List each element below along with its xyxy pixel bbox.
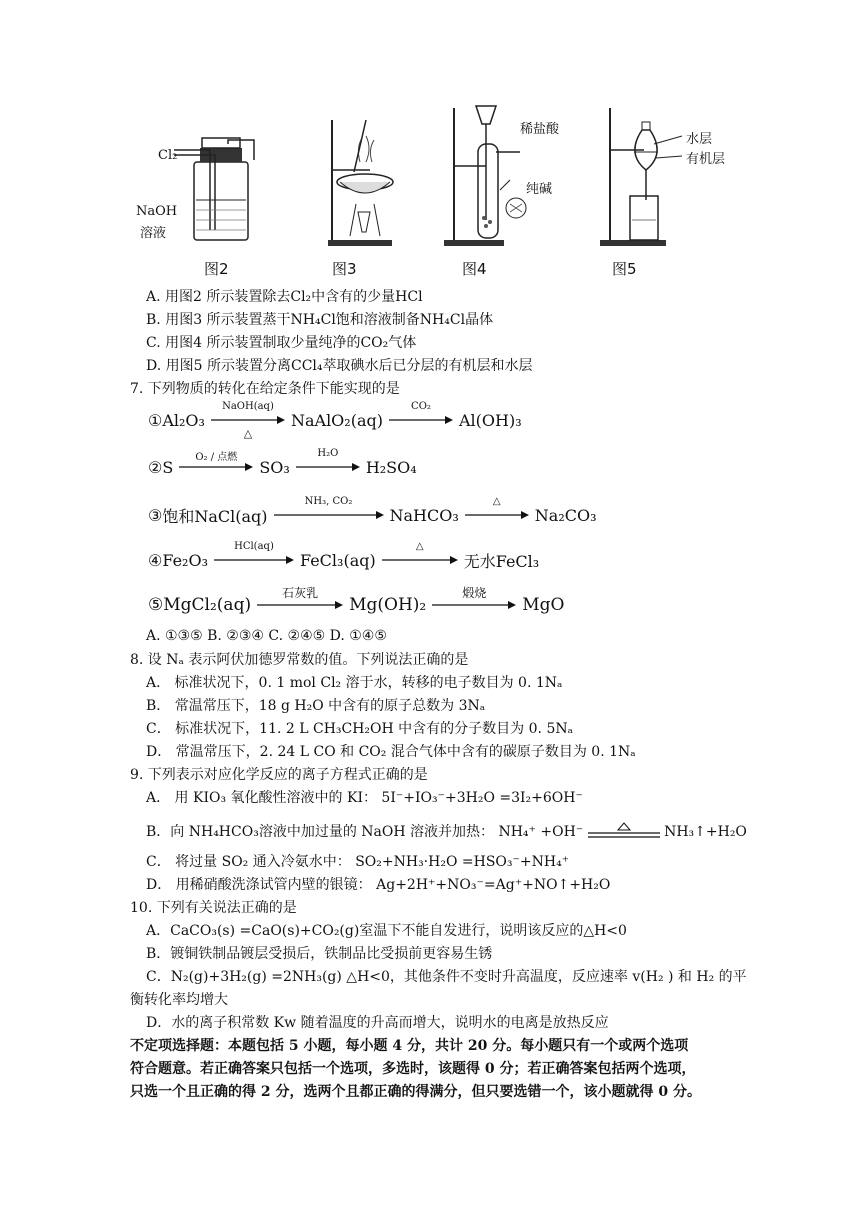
fig2-liquid-label-1: NaOH xyxy=(136,204,178,219)
q7-reaction-5 xyxy=(148,586,565,620)
fig5-caption: 图5 xyxy=(612,260,637,278)
fig2-gas-label: Cl₂ xyxy=(158,148,178,163)
reaction-arrow-2 xyxy=(432,586,516,610)
q7-reaction-3 xyxy=(148,496,597,530)
figure-3 xyxy=(310,100,410,278)
reaction-arrow-2 xyxy=(296,448,360,472)
reaction-label: ① xyxy=(148,410,163,430)
q6-option-d: D. 用图5 所示装置分离CCl₄萃取碘水后已分层的有机层和水层 xyxy=(146,358,533,374)
product: H₂SO₄ xyxy=(365,457,417,477)
reactant: MgCl₂(aq) xyxy=(163,595,252,615)
q8-option-a: A． 标准状况下，0. 1 mol Cl₂ 溶于水，转移的电子数目为 0. 1Nₐ xyxy=(146,675,563,691)
figure-2 xyxy=(130,100,260,278)
figure-5 xyxy=(590,100,760,278)
reaction-arrow-2 xyxy=(382,541,458,565)
q10-option-a: A．CaCO₃(s) =CaO(s)+CO₂(g)室温下不能自发进行，说明该反应的△H<0 xyxy=(146,923,627,939)
intermediate: NaAlO₂(aq) xyxy=(290,410,383,430)
q9-option-b-right: NH₃↑+H₂O xyxy=(664,824,747,840)
product: 无水FeCl₃ xyxy=(463,551,540,571)
figure-4 xyxy=(440,100,610,278)
arrow-condition: HCl(aq) xyxy=(234,541,274,552)
evaporating-dish-icon xyxy=(310,100,410,250)
reaction-arrow-1 xyxy=(179,452,253,472)
arrow-condition: NH₃, CO₂ xyxy=(304,496,353,507)
reaction-label: ⑤ xyxy=(148,595,164,615)
intermediate: Mg(OH)₂ xyxy=(349,595,427,615)
reaction-label: ③ xyxy=(148,505,163,525)
fig5-water-layer-label: 水层 xyxy=(686,132,713,147)
q9-option-b-left: B．向 NH₄HCO₃溶液中加过量的 NaOH 溶液并加热： NH₄⁺ +OH⁻ xyxy=(146,824,584,840)
q7-stem: 7. 下列物质的转化在给定条件下能实现的是 xyxy=(130,381,400,397)
q6-option-c: C. 用图4 所示装置制取少量纯净的CO₂气体 xyxy=(146,335,417,351)
reaction-arrow-1 xyxy=(257,586,343,610)
fig2-liquid-label-2: 溶液 xyxy=(140,226,167,241)
heat-equals-sign-icon xyxy=(588,822,660,842)
reaction-arrow-2 xyxy=(465,496,529,520)
arrow-condition: CO₂ xyxy=(411,401,431,412)
apparatus-figures xyxy=(120,100,760,290)
section-instructions-line3: 只选一个且正确的得 2 分，选两个且都正确的得满分，但只要选错一个，该小题就得 0 分。 xyxy=(130,1084,701,1100)
arrow-condition-below: △ xyxy=(243,427,253,440)
q10-option-d: D．水的离子积常数 Kw 随着温度的升高而增大，说明水的电离是放热反应 xyxy=(146,1015,609,1031)
intermediate: SO₃ xyxy=(259,457,290,477)
reaction-arrow-1 xyxy=(211,401,285,440)
product: MgO xyxy=(522,595,565,615)
q8-option-b: B． 常温常压下，18 g H₂O 中含有的原子总数为 3Nₐ xyxy=(146,698,486,714)
section-instructions-line1: 不定项选择题：本题包括 5 小题，每小题 4 分，共计 20 分。每小题只有一个或两个选项 xyxy=(130,1038,689,1054)
reactant: Al₂O₃ xyxy=(162,410,205,430)
q7-reaction-4 xyxy=(148,541,540,575)
arrow-condition: △ xyxy=(492,496,501,507)
arrow-condition: O₂ / 点燃 xyxy=(195,452,238,463)
reactant: Fe₂O₃ xyxy=(162,550,208,570)
q10-option-b: B．镀铜铁制品镀层受损后，铁制品比受损前更容易生锈 xyxy=(146,946,493,962)
reaction-label: ② xyxy=(148,457,163,477)
q8-option-c: C． 标准状况下，11. 2 L CH₃CH₂OH 中含有的分子数目为 0. 5Nₐ xyxy=(146,721,573,737)
q6-option-a: A. 用图2 所示装置除去Cl₂中含有的少量HCl xyxy=(146,289,423,305)
q7-options: A. ①③⑤ B. ②③④ C. ②④⑤ D. ①④⑤ xyxy=(146,628,387,644)
arrow-condition: 石灰乳 xyxy=(282,586,319,600)
arrow-condition: △ xyxy=(415,541,424,552)
intermediate: NaHCO₃ xyxy=(389,505,459,525)
q9-option-d: D． 用稀硝酸洗涤试管内壁的银镜： Ag+2H⁺+NO₃⁻=Ag⁺+NO↑+H₂O xyxy=(146,877,611,893)
reactant: 饱和NaCl(aq) xyxy=(162,506,268,526)
q9-option-c: C． 将过量 SO₂ 通入冷氨水中： SO₂+NH₃·H₂O =HSO₃⁻+NH₄⁺ xyxy=(146,854,570,870)
q8-stem: 8. 设 Nₐ 表示阿伏加德罗常数的值。下列说法正确的是 xyxy=(130,652,469,668)
intermediate: FeCl₃(aq) xyxy=(299,550,376,570)
fig4-acid-label: 稀盐酸 xyxy=(520,122,560,137)
reactant: S xyxy=(162,457,174,477)
q9-option-b xyxy=(146,822,747,842)
fig2-caption: 图2 xyxy=(204,260,229,278)
arrow-condition: H₂O xyxy=(317,448,339,459)
separatory-funnel-icon xyxy=(590,100,760,250)
q10-stem: 10. 下列有关说法正确的是 xyxy=(130,900,297,916)
q8-option-d: D． 常温常压下，2. 24 L CO 和 CO₂ 混合气体中含有的碳原子数目为 0. 1Nₐ xyxy=(146,744,636,760)
fig3-caption: 图3 xyxy=(332,260,357,278)
q10-option-c-line2: 衡转化率均增大 xyxy=(130,992,228,1008)
q9-option-a: A． 用 KIO₃ 氧化酸性溶液中的 KI： 5I⁻+IO₃⁻+3H₂O =3I₂+6OH⁻ xyxy=(146,790,583,806)
fig4-solid-label: 纯碱 xyxy=(526,182,553,197)
fig5-organic-layer-label: 有机层 xyxy=(686,152,726,167)
q6-option-b: B. 用图3 所示装置蒸干NH₄Cl饱和溶液制备NH₄Cl晶体 xyxy=(146,312,494,328)
arrow-condition: 煅烧 xyxy=(462,586,487,600)
reaction-arrow-1 xyxy=(274,496,384,520)
q7-reaction-1 xyxy=(148,401,522,440)
arrow-condition: NaOH(aq) xyxy=(222,401,274,412)
reaction-arrow-1 xyxy=(214,541,294,565)
q9-stem: 9. 下列表示对应化学反应的离子方程式正确的是 xyxy=(130,767,428,783)
section-instructions-line2: 符合题意。若正确答案只包括一个选项，多选时，该题得 0 分；若正确答案包括两个选项， xyxy=(130,1061,696,1077)
q7-reaction-2 xyxy=(148,448,417,482)
q10-option-c-line1: C．N₂(g)+3H₂(g) =2NH₃(g) △H<0，其他条件不变时升高温度，反应速率 v(H₂ ) 和 H₂ 的平 xyxy=(146,969,747,985)
reaction-label: ④ xyxy=(148,550,163,570)
product: Na₂CO₃ xyxy=(534,505,597,525)
product: Al(OH)₃ xyxy=(458,410,522,430)
reaction-arrow-2 xyxy=(389,401,453,425)
fig4-caption: 图4 xyxy=(462,260,487,278)
